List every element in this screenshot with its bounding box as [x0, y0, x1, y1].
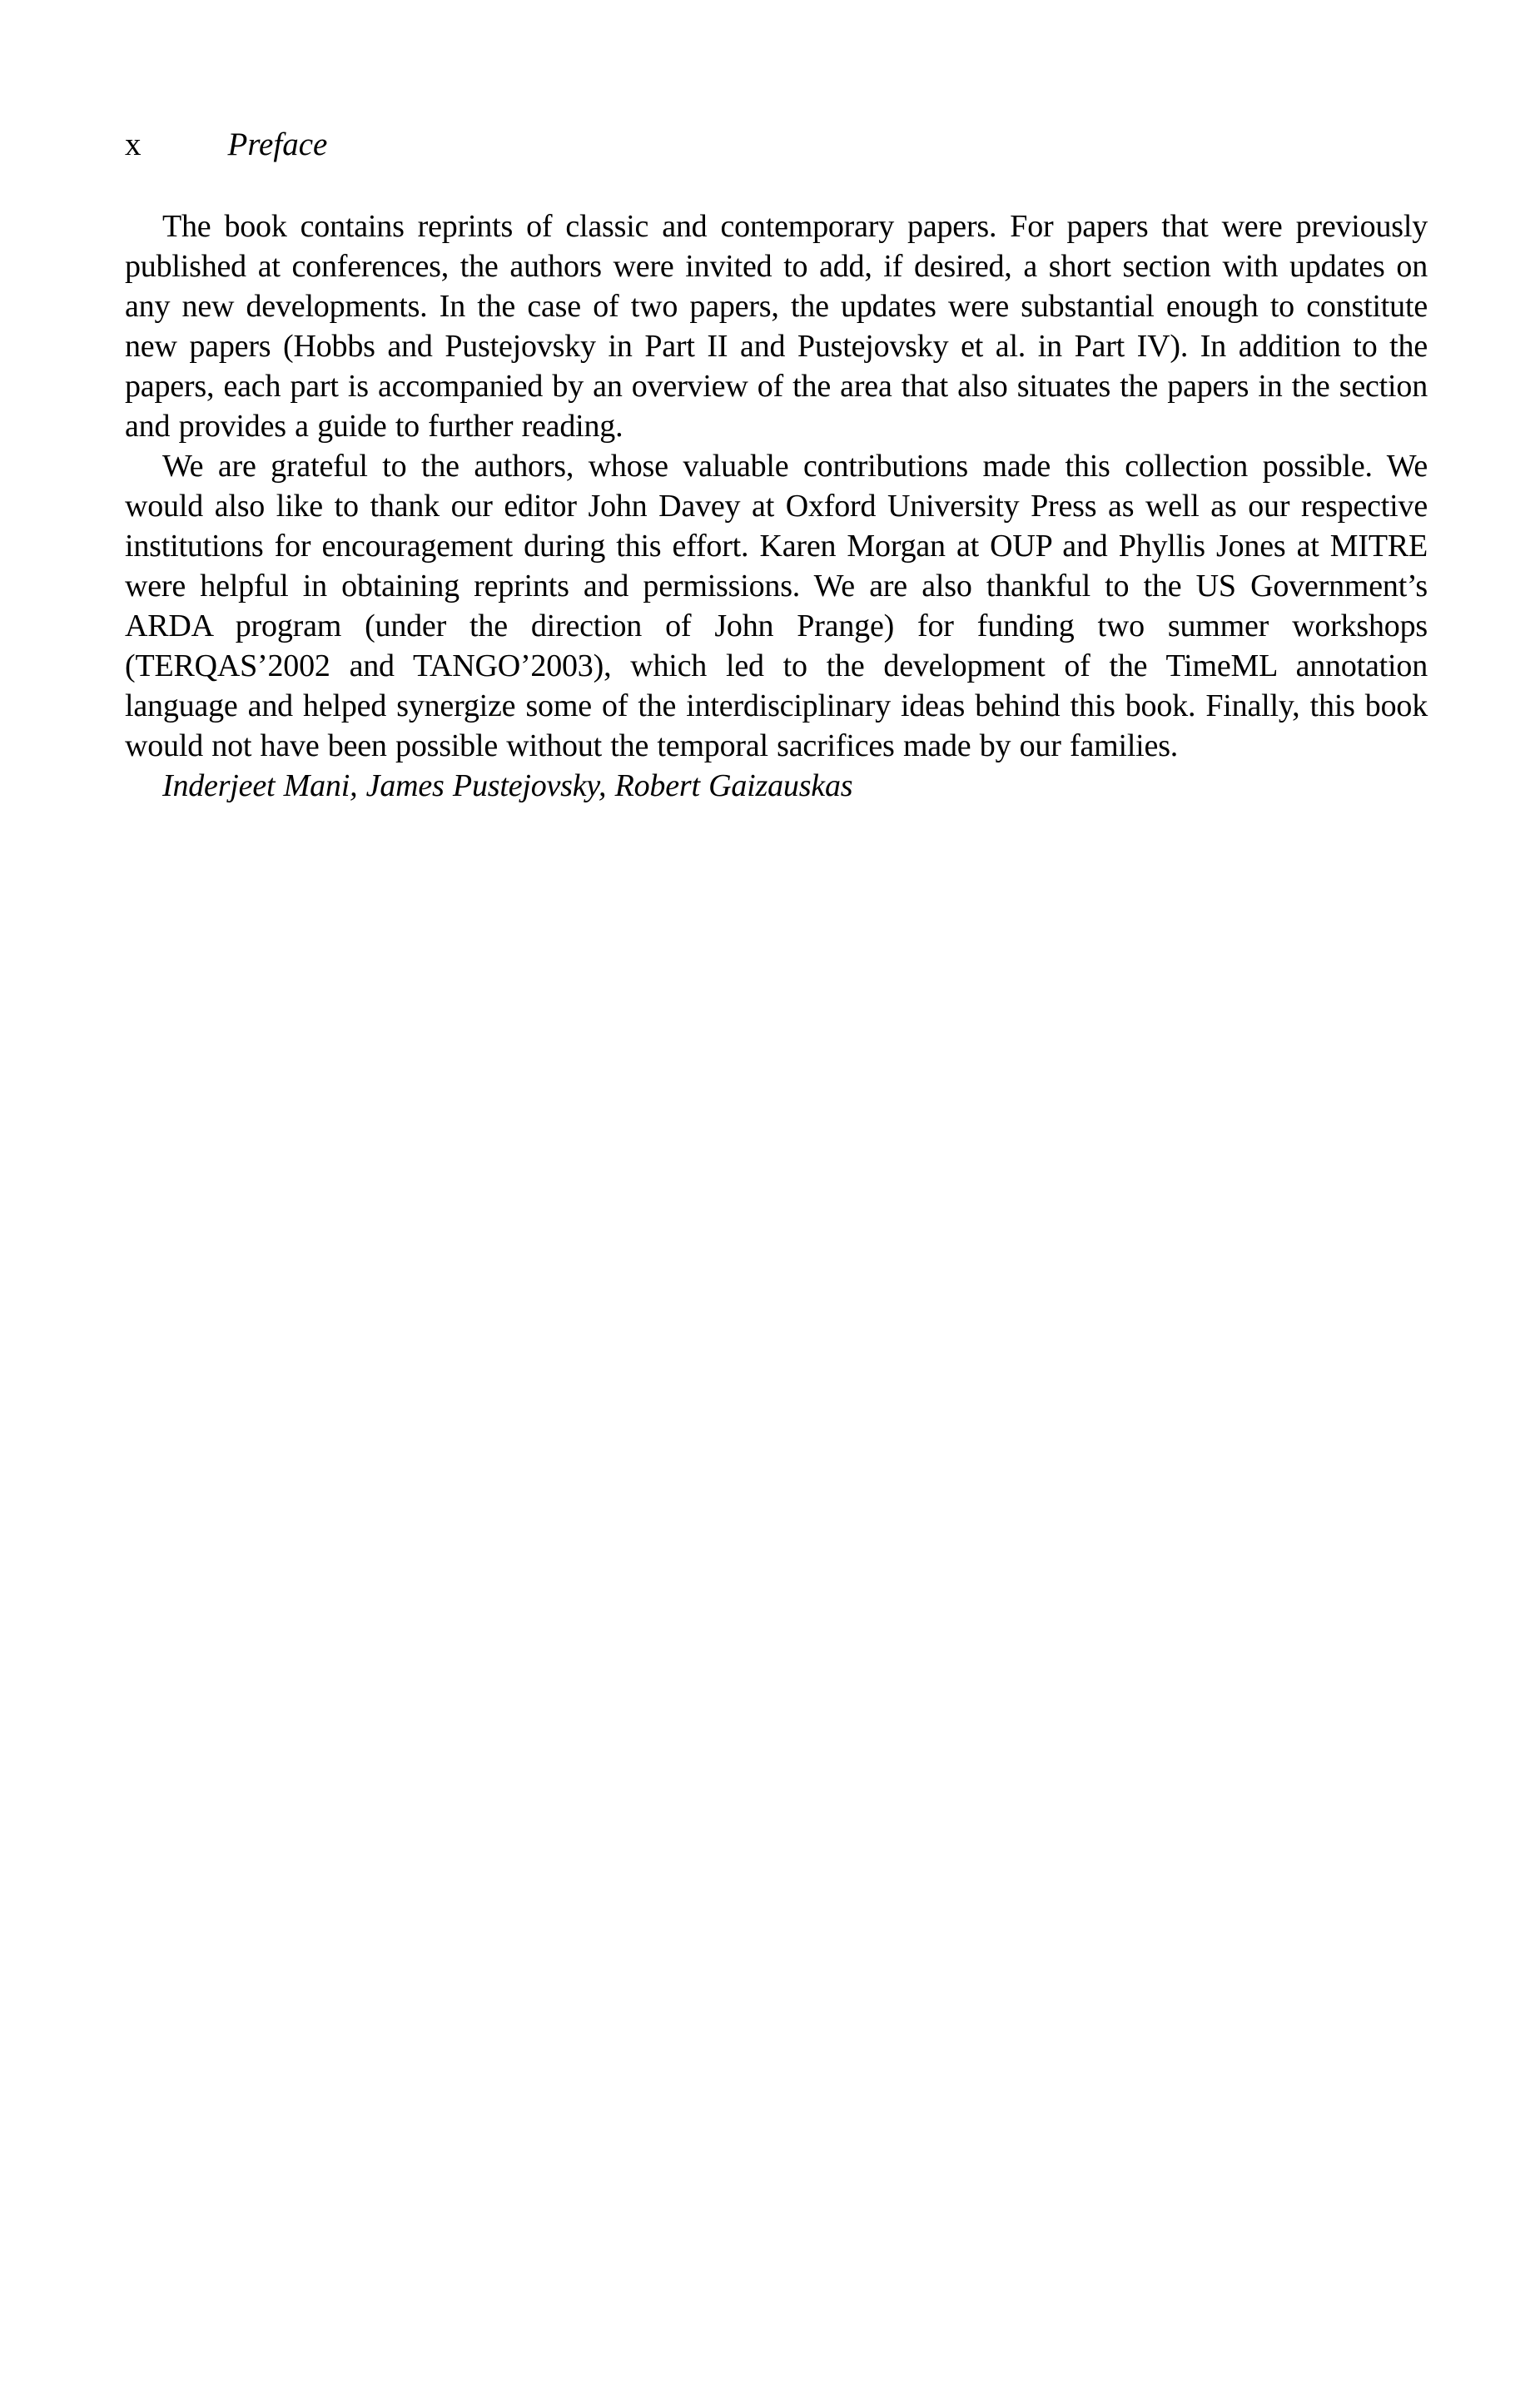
- preface-body: [125, 206, 1428, 806]
- paragraph-1: The book contains reprints of classic and contemporary papers. For papers that were previously published at conferences, the authors were invited to add, if desired, a short section with updates on any new developments. In the case of two papers, the updates were substantial enough to constitute new papers (Hobbs and Pustejovsky in Part II and Pustejovsky et al. in Part IV). In addition to the papers, each part is accompanied by an overview of the area that also situates the papers in the section and provides a guide to further reading.: [125, 209, 1428, 444]
- running-head: [125, 125, 1428, 165]
- running-title: Preface: [227, 127, 328, 162]
- authors-signature: Inderjeet Mani, James Pustejovsky, Robert Gaizauskas: [162, 768, 853, 803]
- page-content: [125, 125, 1428, 806]
- page-number: x: [125, 127, 142, 162]
- paragraph-2: We are grateful to the authors, whose valuable contributions made this collection possible. We would also like to thank our editor John Davey at Oxford University Press as well as our respective institutions for encouragement during this effort. Karen Morgan at OUP and Phyllis Jones at MITRE were helpful in obtaining reprints and permissions. We are also thankful to the US Government’s ARDA program (under the direction of John Prange) for funding two summer workshops (TERQAS’2002 and TANGO’2003), which led to the development of the TimeML annotation language and helped synergize some of the interdisciplinary ideas behind this book. Finally, this book would not have been possible without the temporal sacrifices made by our families.: [125, 449, 1428, 763]
